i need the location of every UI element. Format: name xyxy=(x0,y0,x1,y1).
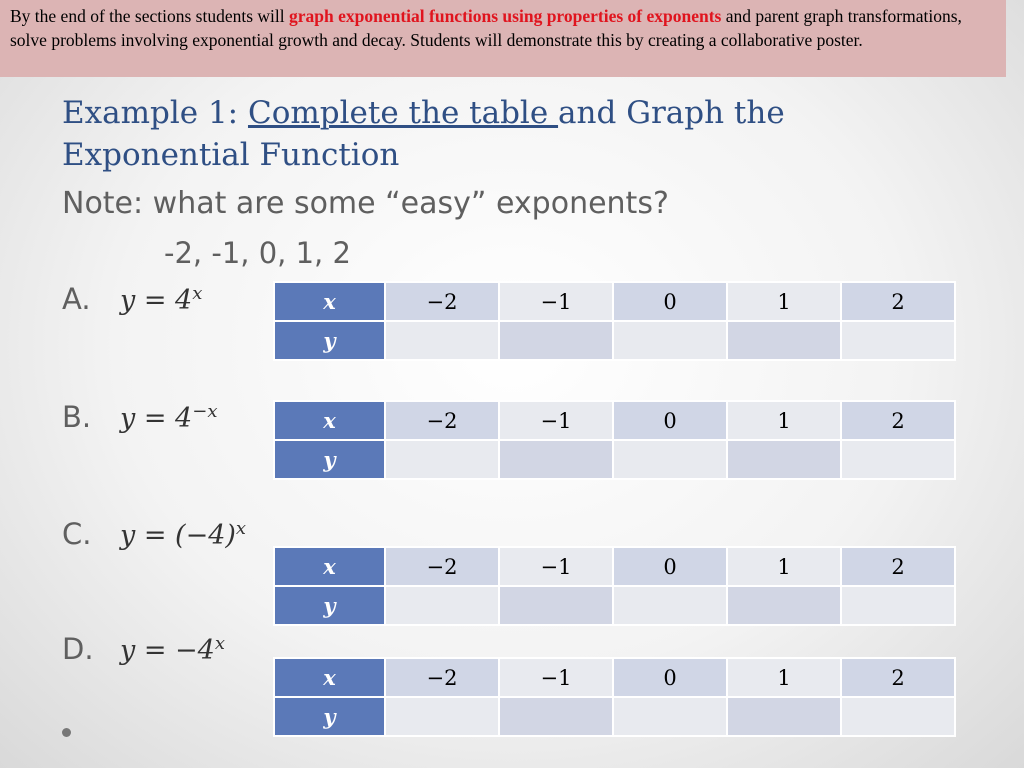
slide-title xyxy=(62,92,982,176)
y-cell[interactable] xyxy=(499,586,613,625)
x-cell: −2 xyxy=(385,401,499,440)
x-cell: −2 xyxy=(385,658,499,697)
y-cell[interactable] xyxy=(841,321,955,360)
banner-highlight: graph exponential functions using properties of exponents xyxy=(289,6,722,26)
problem-b xyxy=(62,400,217,434)
x-cell: −2 xyxy=(385,547,499,586)
y-cell[interactable] xyxy=(613,321,727,360)
problem-equation: $y = (-4)^x$ xyxy=(120,518,247,551)
y-header: y xyxy=(274,321,385,360)
title-rest: and Graph the Exponential Function xyxy=(62,95,785,173)
title-prefix: Example 1: xyxy=(62,95,248,131)
x-cell: 0 xyxy=(613,547,727,586)
x-cell: −1 xyxy=(499,401,613,440)
x-header: x xyxy=(274,282,385,321)
table-row-x xyxy=(274,658,955,697)
table-row-x xyxy=(274,282,955,321)
x-cell: 1 xyxy=(727,401,841,440)
x-header: x xyxy=(274,658,385,697)
easy-exponents: -2, -1, 0, 1, 2 xyxy=(164,236,351,270)
y-cell[interactable] xyxy=(499,321,613,360)
x-cell: 1 xyxy=(727,547,841,586)
table-row-y xyxy=(274,440,955,479)
problem-label: A. xyxy=(62,282,91,316)
y-cell[interactable] xyxy=(727,697,841,736)
problem-equation: $y = 4^{-x}$ xyxy=(120,401,218,434)
value-table-c xyxy=(273,546,956,626)
x-cell: −1 xyxy=(499,658,613,697)
bullet-dot xyxy=(62,728,71,737)
table-row-y xyxy=(274,586,955,625)
table-row-y xyxy=(274,697,955,736)
y-cell[interactable] xyxy=(727,586,841,625)
problem-equation: $y = -4^x$ xyxy=(120,633,225,666)
x-cell: 2 xyxy=(841,658,955,697)
x-cell: 0 xyxy=(613,282,727,321)
y-cell[interactable] xyxy=(613,697,727,736)
x-header: x xyxy=(274,547,385,586)
y-cell[interactable] xyxy=(613,586,727,625)
value-table-d xyxy=(273,657,956,737)
value-table-b xyxy=(273,400,956,480)
x-cell: 0 xyxy=(613,401,727,440)
problem-label: D. xyxy=(62,632,94,666)
y-header: y xyxy=(274,586,385,625)
title-underlined: Complete the table xyxy=(247,95,559,131)
y-cell[interactable] xyxy=(613,440,727,479)
problem-label: C. xyxy=(62,517,92,551)
table-row-y xyxy=(274,321,955,360)
y-cell[interactable] xyxy=(385,697,499,736)
x-cell: 2 xyxy=(841,401,955,440)
y-cell[interactable] xyxy=(841,697,955,736)
y-header: y xyxy=(274,440,385,479)
x-cell: 2 xyxy=(841,547,955,586)
y-cell[interactable] xyxy=(841,586,955,625)
y-header: y xyxy=(274,697,385,736)
problem-c xyxy=(62,517,246,551)
y-cell[interactable] xyxy=(385,586,499,625)
note-text: Note: what are some “easy” exponents? xyxy=(62,186,669,221)
table-row-x xyxy=(274,547,955,586)
y-cell[interactable] xyxy=(385,321,499,360)
y-cell[interactable] xyxy=(727,440,841,479)
x-cell: 2 xyxy=(841,282,955,321)
x-cell: −1 xyxy=(499,547,613,586)
y-cell[interactable] xyxy=(499,697,613,736)
value-table-a xyxy=(273,281,956,361)
table-row-x xyxy=(274,401,955,440)
banner-text-1: By the end of the sections students will xyxy=(10,6,289,26)
y-cell[interactable] xyxy=(841,440,955,479)
y-cell[interactable] xyxy=(385,440,499,479)
x-cell: 1 xyxy=(727,282,841,321)
x-cell: −1 xyxy=(499,282,613,321)
x-cell: 1 xyxy=(727,658,841,697)
x-cell: 0 xyxy=(613,658,727,697)
x-header: x xyxy=(274,401,385,440)
problem-a xyxy=(62,282,202,316)
banner-text-2: and parent graph transformations, solve problems involving exponential growth and decay. Students will demonstrate this by creating a collaborative poster. xyxy=(10,6,962,50)
y-cell[interactable] xyxy=(499,440,613,479)
problem-label: B. xyxy=(62,400,92,434)
objective-banner xyxy=(0,0,1006,77)
problem-equation: $y = 4^x$ xyxy=(120,283,203,316)
x-cell: −2 xyxy=(385,282,499,321)
problem-d xyxy=(62,632,225,666)
y-cell[interactable] xyxy=(727,321,841,360)
